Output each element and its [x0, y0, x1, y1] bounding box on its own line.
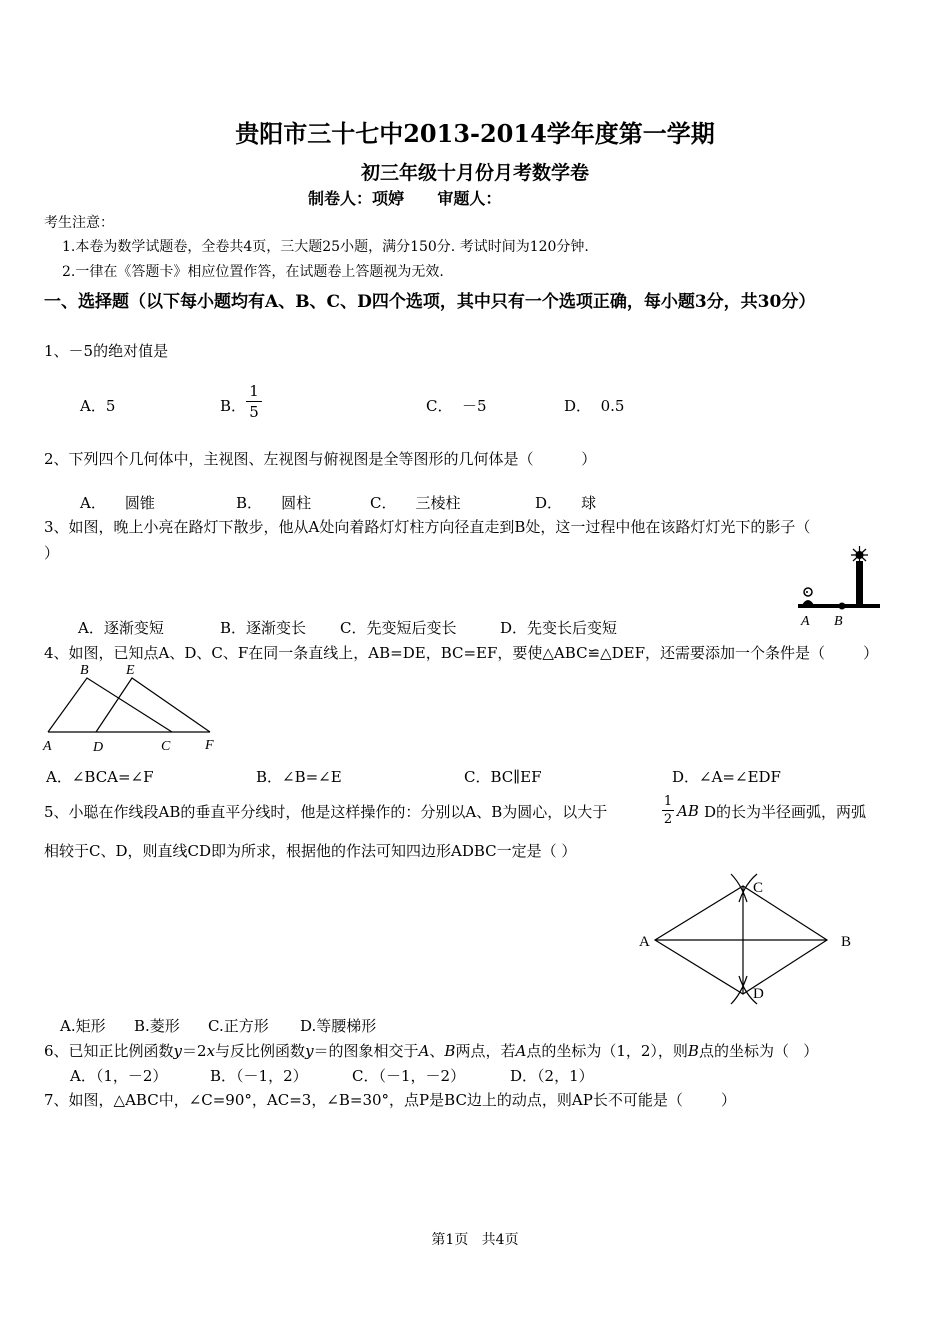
triangle-abc	[48, 678, 172, 732]
q6-var-x: x	[206, 1042, 216, 1060]
q4-triangles-figure	[40, 660, 230, 760]
label-d: D	[93, 740, 104, 755]
q5-stem-part2: D的长为半径画弧，两弧	[704, 803, 867, 821]
q2-stem: 2、下列四个几何体中，主视图、左视图与俯视图是全等图形的几何体是（ ）	[44, 450, 597, 468]
q6-seg3: 与反比例函数	[215, 1042, 306, 1060]
q6-option-b: B．（－1，2）	[210, 1067, 308, 1085]
fraction-numerator: 1	[249, 382, 259, 400]
q5-option-d: D.等腰梯形	[300, 1017, 377, 1035]
q4-option-c: C．BC∥EF	[464, 768, 542, 786]
q6-seg5: 、	[429, 1042, 445, 1060]
triangle-def	[96, 678, 210, 732]
q6-point-b-2: B	[687, 1042, 699, 1060]
lamp-light-icon	[851, 546, 868, 564]
notice-heading: 考生注意：	[44, 215, 114, 231]
q6-point-a: A	[418, 1042, 430, 1060]
q1-option-b-fraction	[246, 382, 262, 421]
q2-option-c: C． 三棱柱	[370, 494, 461, 512]
q5-fraction	[662, 794, 674, 827]
q6-var-y2: y	[305, 1042, 314, 1060]
label-a: A	[43, 739, 52, 754]
q1-option-d: D． 0.5	[564, 397, 625, 415]
q4-option-a: A．∠BCA=∠F	[46, 768, 154, 786]
page-footer: 第1页 共4页	[431, 1232, 519, 1248]
notice-item-2: 2.一律在《答题卡》相应位置作答，在试题卷上答题视为无效.	[62, 264, 444, 280]
q5-rhombus-figure	[635, 870, 865, 1005]
q3-option-d: D．先变长后变短	[500, 619, 618, 637]
q2-option-a: A． 圆锥	[80, 494, 155, 512]
label-a: A	[801, 614, 810, 629]
q5-segment-ab: AB	[677, 802, 699, 820]
label-b: B	[80, 663, 89, 678]
q4-stem: 4、如图，已知点A、D、C、F在同一条直线上，AB=DE，BC=EF，要使△ABC≌△DEF，还需要添加一个条件是（ ）	[44, 644, 879, 662]
label-d: D	[753, 986, 764, 1002]
label-e: E	[126, 663, 135, 678]
q3-lamp-figure	[790, 545, 890, 630]
q6-option-c: C．（－1，－2）	[352, 1067, 466, 1085]
q3-stem-line1: 3、如图，晚上小亮在路灯下散步，他从A处向着路灯灯柱方向径直走到B处，这一过程中他在该路灯灯光下的影子（	[44, 518, 811, 536]
q3-option-b: B．逐渐变长	[220, 619, 307, 637]
q6-var-y1: y	[173, 1042, 183, 1060]
fraction-denominator: 2	[663, 812, 673, 827]
q2-option-d: D． 球	[535, 494, 597, 512]
q1-option-b-label: B．	[220, 397, 247, 415]
notice-item-1: 1.本卷为数学试题卷，全卷共4页，三大题25小题，满分150分. 考试时间为120分钟.	[62, 239, 589, 255]
q4-option-b: B．∠B=∠E	[256, 768, 342, 786]
fraction-bar	[246, 401, 262, 402]
q4-option-d: D．∠A=∠EDF	[672, 768, 781, 786]
q6-option-d: D．（2，1）	[510, 1067, 594, 1085]
q2-option-b: B． 圆柱	[236, 494, 312, 512]
q1-option-a: A．5	[80, 397, 116, 415]
lamp-post	[856, 561, 863, 606]
q5-option-b: B.菱形	[134, 1017, 180, 1035]
q3-option-a: A．逐渐变短	[78, 619, 164, 637]
q6-seg6: 两点，若	[455, 1042, 516, 1060]
exam-subtitle: 初三年级十月份月考数学卷	[360, 162, 589, 184]
q6-seg1: 6、已知正比例函数	[44, 1042, 174, 1060]
q1-option-c: C． －5	[426, 397, 487, 415]
point-b	[839, 603, 846, 610]
fraction-bar	[662, 810, 674, 811]
exam-title: 贵阳市三十七中2013-2014学年度第一学期	[235, 119, 715, 148]
section-heading: 一、选择题（以下每小题均有A、B、C、D四个选项，其中只有一个选项正确，每小题3分，共30分）	[44, 292, 816, 312]
q5-stem-line2: 相较于C、D，则直线CD即为所求，根据他的作法可知四边形ADBC一定是（ ）	[44, 842, 577, 860]
q6-stem	[44, 1040, 818, 1061]
fraction-numerator: 1	[663, 794, 673, 809]
q6-seg8: 点的坐标为（ ）	[698, 1042, 819, 1060]
label-c: C	[161, 739, 171, 754]
q3-option-c: C．先变短后变长	[340, 619, 457, 637]
q5-option-c: C.正方形	[208, 1017, 269, 1035]
q7-stem: 7、如图，△ABC中，∠C=90°，AC=3，∠B=30°，点P是BC边上的动点，则AP长不可能是（ ）	[44, 1091, 737, 1109]
q6-point-a-2: A	[515, 1042, 527, 1060]
q5-option-a: A.矩形	[60, 1017, 106, 1035]
label-a: A	[639, 934, 650, 950]
q6-point-b: B	[444, 1042, 456, 1060]
person-icon	[802, 588, 814, 605]
exam-authors: 制卷人：项婷 审题人：	[308, 189, 502, 208]
q6-seg2: ＝2	[182, 1042, 207, 1060]
label-b: B	[834, 614, 843, 629]
q6-seg7: 点的坐标为（1，2），则	[526, 1042, 688, 1060]
q6-seg4: ＝的图象相交于	[313, 1042, 419, 1060]
fraction-denominator: 5	[249, 403, 259, 421]
label-f: F	[205, 738, 214, 753]
q5-stem-part1: 5、小聪在作线段AB的垂直平分线时，他是这样操作的：分别以A、B为圆心，以大于	[44, 803, 608, 821]
q1-stem: 1、－5的绝对值是	[44, 342, 169, 360]
q6-option-a: A．（1，－2）	[70, 1067, 168, 1085]
label-b: B	[841, 934, 852, 950]
q3-stem-line2: ）	[44, 544, 60, 562]
label-c: C	[753, 880, 764, 896]
